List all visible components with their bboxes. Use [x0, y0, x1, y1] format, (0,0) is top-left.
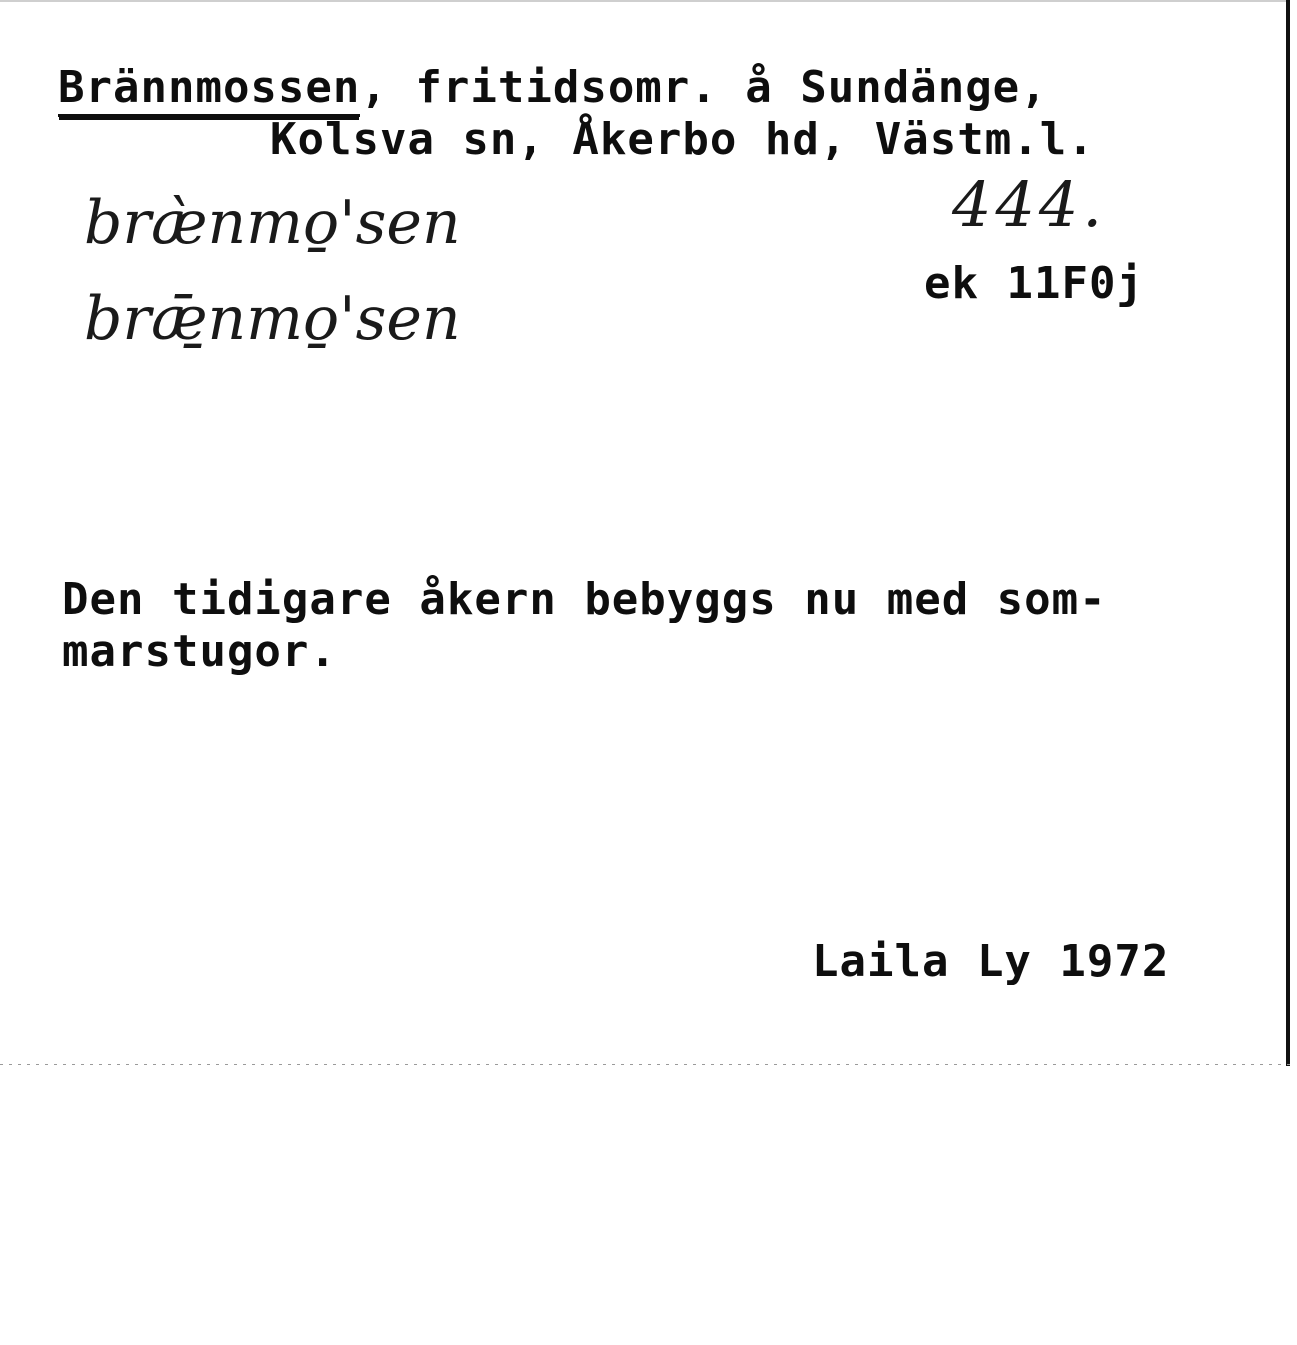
card-bottom-edge: [0, 1064, 1290, 1065]
map-code: ek 11F0j: [924, 258, 1144, 309]
phonetic-transcription-1: bræ̀nmo̱'sen: [84, 188, 461, 258]
card-right-edge: [1286, 0, 1290, 1066]
signature: Laila Ly 1972: [812, 936, 1170, 987]
card-number: 444.: [952, 168, 1107, 241]
heading-description: , fritidsomr. å Sundänge,: [360, 62, 1048, 113]
body-text-line-2: marstugor.: [62, 626, 337, 677]
body-text-line-1: Den tidigare åkern bebyggs nu med som-: [62, 574, 1107, 625]
phonetic-transcription-2: brǣ̱nmo̱'sen: [84, 284, 461, 354]
headword: Brännmossen: [58, 62, 360, 117]
heading-line-1: [58, 62, 1048, 113]
heading-line-2: Kolsva sn, Åkerbo hd, Västm.l.: [270, 114, 1095, 165]
card-top-edge: [0, 0, 1290, 2]
